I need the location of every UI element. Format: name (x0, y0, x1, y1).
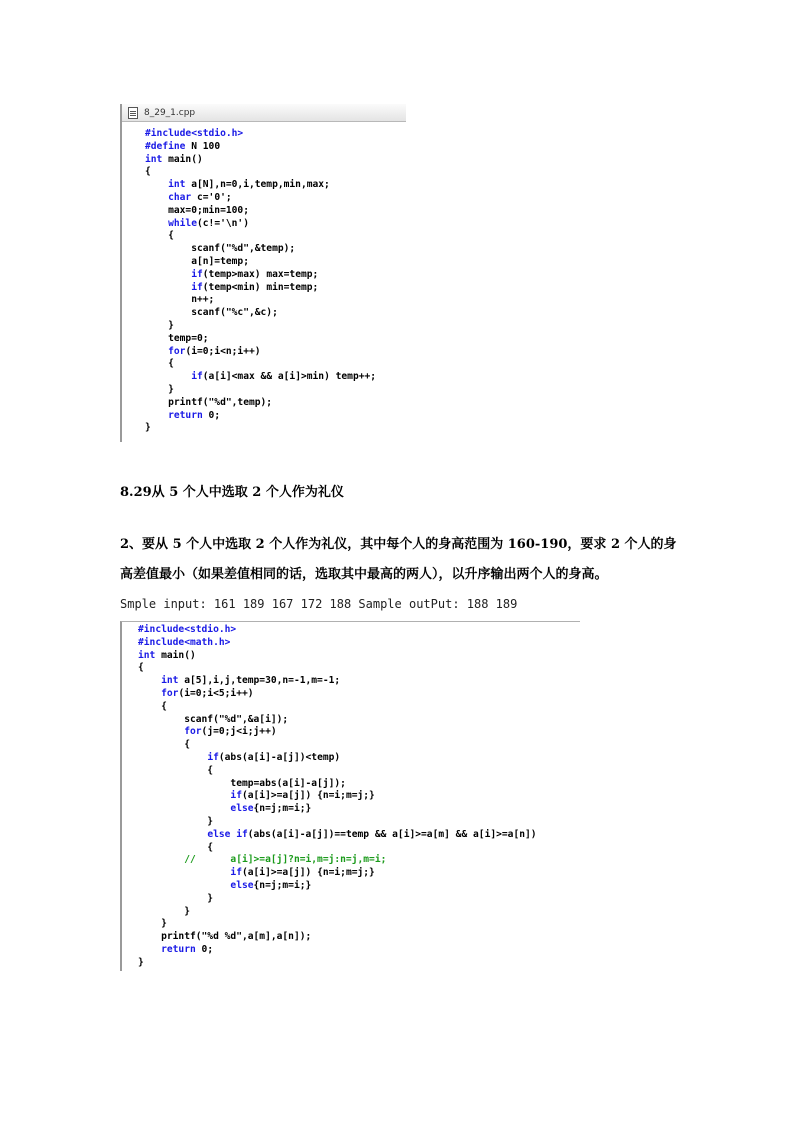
code-text: 0; (202, 409, 221, 421)
code-text: { (145, 230, 174, 242)
code-keyword: int (145, 153, 163, 165)
section-title: 8.29从 5 个人中选取 2 个人作为礼仪 (120, 485, 344, 500)
code-keyword: int (168, 179, 186, 191)
code-block-1 (122, 122, 406, 435)
code-line (145, 358, 174, 369)
code-keyword: if (207, 751, 219, 763)
code-keyword: #define (145, 140, 186, 152)
code-line (138, 726, 277, 737)
code-text (138, 944, 161, 955)
code-line (138, 880, 311, 891)
code-text (138, 829, 207, 840)
code-text: } (145, 422, 151, 434)
code-line (145, 192, 232, 203)
code-text: scanf("%d",&temp); (145, 243, 296, 255)
code-line (138, 957, 144, 968)
code-text (138, 726, 184, 737)
code-text (138, 675, 161, 686)
code-text (138, 880, 230, 891)
code-text: c='0'; (191, 191, 232, 203)
code-text (138, 688, 161, 699)
editor-tab[interactable] (122, 104, 406, 122)
code-line (138, 854, 386, 865)
code-text (145, 179, 168, 190)
code-text: (temp<min) min=temp; (202, 281, 319, 293)
code-text: } (138, 892, 214, 904)
code-line (145, 269, 318, 280)
code-text: (i=0;i<5;i++) (178, 687, 254, 699)
code-text (145, 269, 191, 280)
problem-statement: 2、要从 5 个人中选取 2 个人作为礼仪，其中每个人的身高范围为 160-190，要求 2 个人的身高差值最小（如果差值相同的话，选取其中最高的两人），以升序输出两个人的身高。 (120, 537, 677, 582)
code-text: temp=abs(a[i]-a[j]); (138, 777, 346, 789)
code-text: } (138, 956, 144, 968)
code-text: {n=j;m=i;} (253, 803, 312, 815)
code-keyword: if (191, 371, 203, 383)
code-line (145, 243, 295, 254)
code-text (138, 790, 230, 801)
code-text: n++; (145, 294, 215, 306)
code-text: { (138, 700, 167, 712)
code-keyword: if (191, 268, 203, 280)
code-text: } (138, 918, 167, 930)
code-line (145, 218, 249, 229)
code-text (145, 371, 191, 382)
code-text: N 100 (185, 140, 221, 152)
code-line (138, 739, 190, 750)
code-line (145, 166, 151, 177)
code-line (138, 688, 254, 699)
code-line (138, 803, 311, 814)
code-line (145, 128, 243, 139)
code-text: temp=0; (145, 332, 209, 344)
code-line (145, 256, 249, 267)
code-text: (a[i]>=a[j]) {n=i;m=j;} (241, 790, 375, 802)
code-line (138, 790, 375, 801)
code-line (138, 829, 537, 840)
code-screenshot-2 (120, 621, 580, 971)
code-line (138, 893, 213, 904)
code-block-2 (122, 622, 580, 970)
code-line (145, 384, 174, 395)
code-text: scanf("%c",&c); (145, 307, 278, 319)
code-keyword: if (191, 281, 203, 293)
code-text (138, 752, 207, 763)
code-text: { (145, 358, 174, 370)
code-text: (c!='\n') (197, 217, 249, 229)
code-line (145, 371, 376, 382)
code-text: (a[i]>=a[j]) {n=i;m=j;} (241, 867, 375, 879)
code-text: max=0;min=100; (145, 204, 249, 216)
code-line (145, 333, 209, 344)
code-text: { (138, 662, 144, 674)
code-keyword: for (184, 726, 202, 738)
code-keyword: return (161, 943, 196, 955)
code-line (138, 778, 346, 789)
code-text: } (138, 905, 190, 917)
code-line (138, 931, 311, 942)
code-comment: // a[i]>=a[j]?n=i,m=j:n=j,m=i; (138, 854, 387, 866)
code-keyword: if (230, 790, 242, 802)
code-keyword: return (168, 409, 203, 421)
code-line (138, 867, 375, 878)
code-line (138, 662, 144, 673)
sample-io-line: Smple input: 161 189 167 172 188 Sample outPut: 188 189 (120, 597, 518, 611)
code-line (138, 624, 236, 635)
code-text (145, 410, 168, 421)
code-text: scanf("%d",&a[i]); (138, 713, 289, 725)
code-text: (abs(a[i]-a[j])<temp) (218, 751, 341, 763)
code-text: } (138, 815, 214, 827)
code-line (145, 154, 203, 165)
code-line (145, 294, 214, 305)
code-keyword: else (230, 879, 254, 891)
code-keyword: else if (207, 828, 248, 840)
code-text: (i=0;i<n;i++) (185, 345, 261, 357)
code-line (145, 141, 220, 152)
code-text: (a[i]<max && a[i]>min) temp++; (202, 371, 377, 383)
code-keyword: if (230, 867, 242, 879)
code-keyword: for (168, 345, 186, 357)
code-text: main() (162, 153, 203, 165)
code-text: {n=j;m=i;} (253, 879, 312, 891)
code-keyword: else (230, 803, 254, 815)
code-line (138, 906, 190, 917)
code-text: printf("%d %d",a[m],a[n]); (138, 931, 312, 943)
code-keyword: #include<stdio.h> (145, 128, 244, 139)
code-text: } (145, 319, 174, 331)
code-line (138, 816, 213, 827)
code-keyword: #include<math.h> (138, 636, 231, 648)
code-keyword: for (161, 687, 179, 699)
code-keyword: char (168, 191, 192, 203)
editor-tab-filename: 8_29_1.cpp (144, 107, 196, 118)
code-keyword: while (168, 217, 197, 229)
code-line (138, 765, 213, 776)
code-text (138, 803, 230, 814)
code-text: { (138, 841, 214, 853)
code-text: printf("%d",temp); (145, 396, 273, 408)
code-text: 0; (195, 943, 214, 955)
code-text (145, 346, 168, 357)
code-line (145, 397, 272, 408)
code-text: (j=0;j<i;j++) (201, 726, 277, 738)
file-icon (128, 107, 138, 119)
code-line (138, 714, 288, 725)
code-text: (abs(a[i]-a[j])==temp && a[i]>=a[m] && a[i]>=a[n]) (247, 828, 537, 840)
code-line (138, 944, 213, 955)
code-text: { (145, 166, 151, 178)
code-line (138, 842, 213, 853)
code-text (138, 867, 230, 878)
code-text: (temp>max) max=temp; (202, 268, 319, 280)
code-line (138, 752, 340, 763)
code-line (145, 410, 220, 421)
code-text: a[n]=temp; (145, 255, 249, 267)
code-keyword: int (161, 675, 179, 687)
code-keyword: #include<stdio.h> (138, 624, 237, 635)
code-line (145, 282, 318, 293)
code-text: } (145, 383, 174, 395)
code-line (138, 650, 196, 661)
code-text (145, 192, 168, 203)
code-line (138, 918, 167, 929)
code-line (145, 307, 278, 318)
code-text (145, 218, 168, 229)
code-text: a[5],i,j,temp=30,n=-1,m=-1; (178, 675, 341, 687)
code-line (145, 179, 330, 190)
code-text: { (138, 764, 214, 776)
code-line (138, 701, 167, 712)
code-line (138, 675, 340, 686)
code-line (145, 346, 261, 357)
code-text: main() (155, 649, 196, 661)
code-line (145, 205, 249, 216)
code-keyword: int (138, 649, 156, 661)
code-line (145, 230, 174, 241)
code-line (145, 422, 151, 433)
code-line (138, 637, 230, 648)
code-line (145, 320, 174, 331)
code-text: a[N],n=0,i,temp,min,max; (185, 179, 330, 191)
code-text (145, 282, 191, 293)
code-screenshot-1 (120, 104, 406, 442)
code-text: { (138, 739, 190, 751)
